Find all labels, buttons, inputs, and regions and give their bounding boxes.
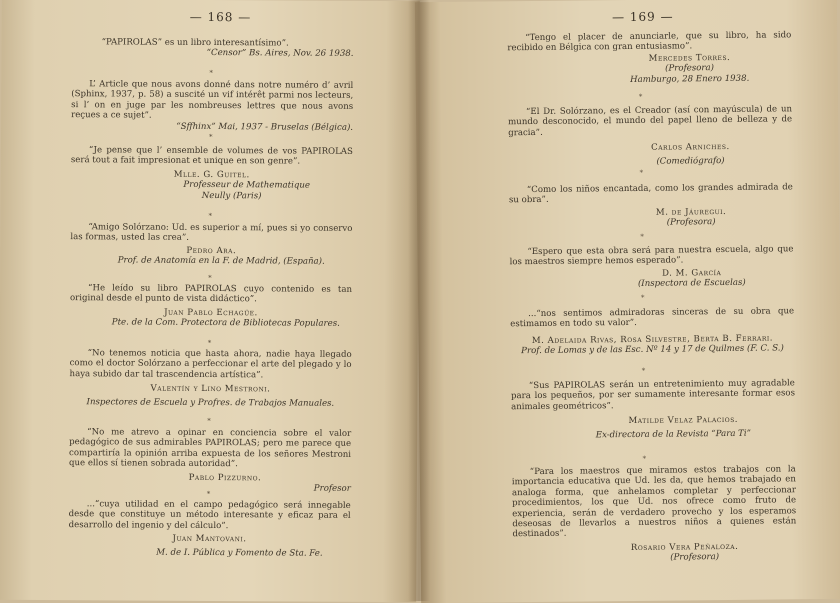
testimonial-entry [70,222,352,267]
separator-asterisk: * [208,211,213,221]
attribution: “Censor” Bs. Aires, Nov. 26 1938. [206,48,354,60]
author-name: Valentín y Lino Mestroni. [150,383,271,395]
author-name: M. Adelaida Rivas, Rosa Silvestre, Berta B. Ferrari. [531,333,774,346]
quote-text: “PAPIROLAS” es un libro interesantísimo”. [101,37,289,49]
quote-text: “Para los maestros que miramos estos trabajos con la importancia educativa que Ud. les da, que hemos trabajado en analoga forma, que anhelamos completar y perfeccionar procedimientos, los que Ud. nos ofrece como fruto de experiencia, serán de verdadero provecho y los esperamos deseosas de llevarlos a nuestros niños a quienes están destinados”. [511,464,797,540]
author-affiliation: Profesor [313,483,351,494]
quote-text: ...“nos sentimos admiradoras sinceras de su obra que estimamos en todo su valor”. [510,306,795,330]
quote-text: “Sus PAPIROLAS serán un entretenimiento muy agradable para los pequeños, por ser sumamente interesante formar esos animales geométricos”. [510,378,796,413]
author-affiliation: (Profesora) [665,63,715,74]
author-place: Hamburgo, 28 Enero 1938. [630,73,750,85]
quote-text: ...“cuya utilidad en el campo pedagógico será innegable desde que constituye un método interesante y eficaz para el desarrollo del ingenio y del cálculo”. [68,499,351,531]
author-name: Pedro Ara. [186,245,237,256]
testimonial-entry [69,348,351,409]
right-page [415,0,840,603]
author-name: Carlos Arniches. [651,142,730,153]
separator-asterisk: * [641,366,646,375]
testimonial-entry [510,306,794,357]
author-name: D. M. García [661,267,722,279]
separator-asterisk: * [209,68,213,78]
book-gutter-shadow [408,0,430,601]
author-name: M. de Jáuregui. [655,206,727,218]
testimonial-entry [69,427,351,494]
separator-asterisk: * [208,132,213,142]
author-name: Matilde Velaz Palacios. [628,415,739,427]
author-name: Pablo Pizzurno. [188,472,262,483]
author-affiliation: Pte. de la Com. Protectora de Bibliotecas Populares. [111,317,340,330]
author-affiliation: (Inspectora de Escuelas) [637,277,746,290]
testimonial-entry [71,79,353,133]
attribution: “Sffhinx” Mai, 1937 - Bruselas (Bélgica). [176,121,354,133]
separator-asterisk: * [208,273,212,283]
author-name: Rosario Vera Peñaloza. [630,541,739,553]
author-affiliation: Professeur de Mathematique [183,180,310,191]
quote-text: “Espero que esta obra será para nuestra escuela, algo que los maestros siempre hemos esperado”. [509,244,794,268]
separator-asterisk: * [640,293,645,302]
separator-asterisk: * [640,232,644,241]
page-number-right: — 169 — [611,9,674,25]
testimonial-entry [71,37,353,60]
quote-text: “No me atrevo a opinar en conciencia sobre el valor pedagógico de sus admirables PAPIROLAS; pero me parece que compartiría la opinión arriba expuesta de los señores Mestroni que ellos sí tienen sobrada autoridad”. [68,427,352,470]
page-number-left: — 168 — [189,9,252,25]
testimonial-entry [68,499,350,559]
author-affiliation: (Profesora) [670,552,720,563]
author-affiliation: M. de I. Pública y Fomento de Sta. Fe. [156,547,323,559]
testimonial-entry [508,104,793,168]
separator-asterisk: * [207,416,211,426]
quote-text: “Como los niños encantada, como los grandes admirada de su obra”. [508,182,793,206]
separator-asterisk: * [639,168,644,177]
separator-asterisk: * [207,338,212,348]
quote-text: “El Dr. Solórzano, es el Creador (así con mayúscula) de un mundo desconocido, el mundo del papel lleno de belleza y de gracia”. [508,104,793,139]
testimonial-entry [71,145,353,202]
left-page [0,0,420,602]
quote-text: “Amigo Solórzano: Ud. es superior a mí, pues si yo conservo las formas, usted las crea”. [70,222,353,244]
quote-text: “No tenemos noticia que hasta ahora, nadie haya llegado como el doctor Solórzano a perfeccionar el arte del plegado y lo haya subido dar tal trascendencia artística”. [69,348,352,381]
testimonial-entry [509,182,793,230]
author-name: Mlle. G. Guitel. [173,169,250,181]
separator-asterisk: * [206,489,211,499]
author-affiliation: Ex-directora de la Revista “Para Ti” [595,428,752,440]
quote-text: L’ Article que nous avons donné dans notre numéro d’ avril (Sphinx, 1937, p. 58) a suscité un vif intérêt parmi nos lecteurs, si l’ on en juge par les nombreuses lettres que nous avons reçues a ce sujet”. [71,79,354,121]
author-affiliation: Inspectores de Escuela y Profres. de Trabajos Manuales. [86,396,335,409]
author-place: Neully (Paris) [201,190,262,201]
author-affiliation: Prof. de Lomas y de las Esc. Nº 14 y 17 de Quilmes (F. C. S.) [521,343,784,357]
separator-asterisk: * [642,454,647,463]
author-name: Mercedes Torres. [648,52,731,64]
testimonial-entry [511,378,796,441]
testimonial-entry [507,30,792,86]
quote-text: “Tengo el placer de anunciarle, que su libro, ha sido recibido en Bélgica con gran entusiasmo”. [507,30,792,54]
separator-asterisk: * [638,92,643,101]
author-name: Juan Pablo Echagüe. [164,307,258,319]
author-name: Juan Mantovani. [172,534,247,545]
testimonial-entry [512,464,797,565]
testimonial-entry [509,244,793,291]
author-affiliation: (Profesora) [666,217,716,228]
quote-text: “Je pense que l’ ensemble de volumes de vos PAPIROLAS será tout a fait impresionat et unique en son genre”. [70,145,353,167]
author-affiliation: (Comediógrafo) [656,155,725,167]
testimonial-entry [70,283,352,329]
quote-text: “He leído su libro PAPIROLAS cuyo contenido es tan original desde el punto de vista didáctico”. [69,283,353,305]
author-affiliation: Prof. de Anatomía en la F. de Madrid, (España). [117,255,325,267]
